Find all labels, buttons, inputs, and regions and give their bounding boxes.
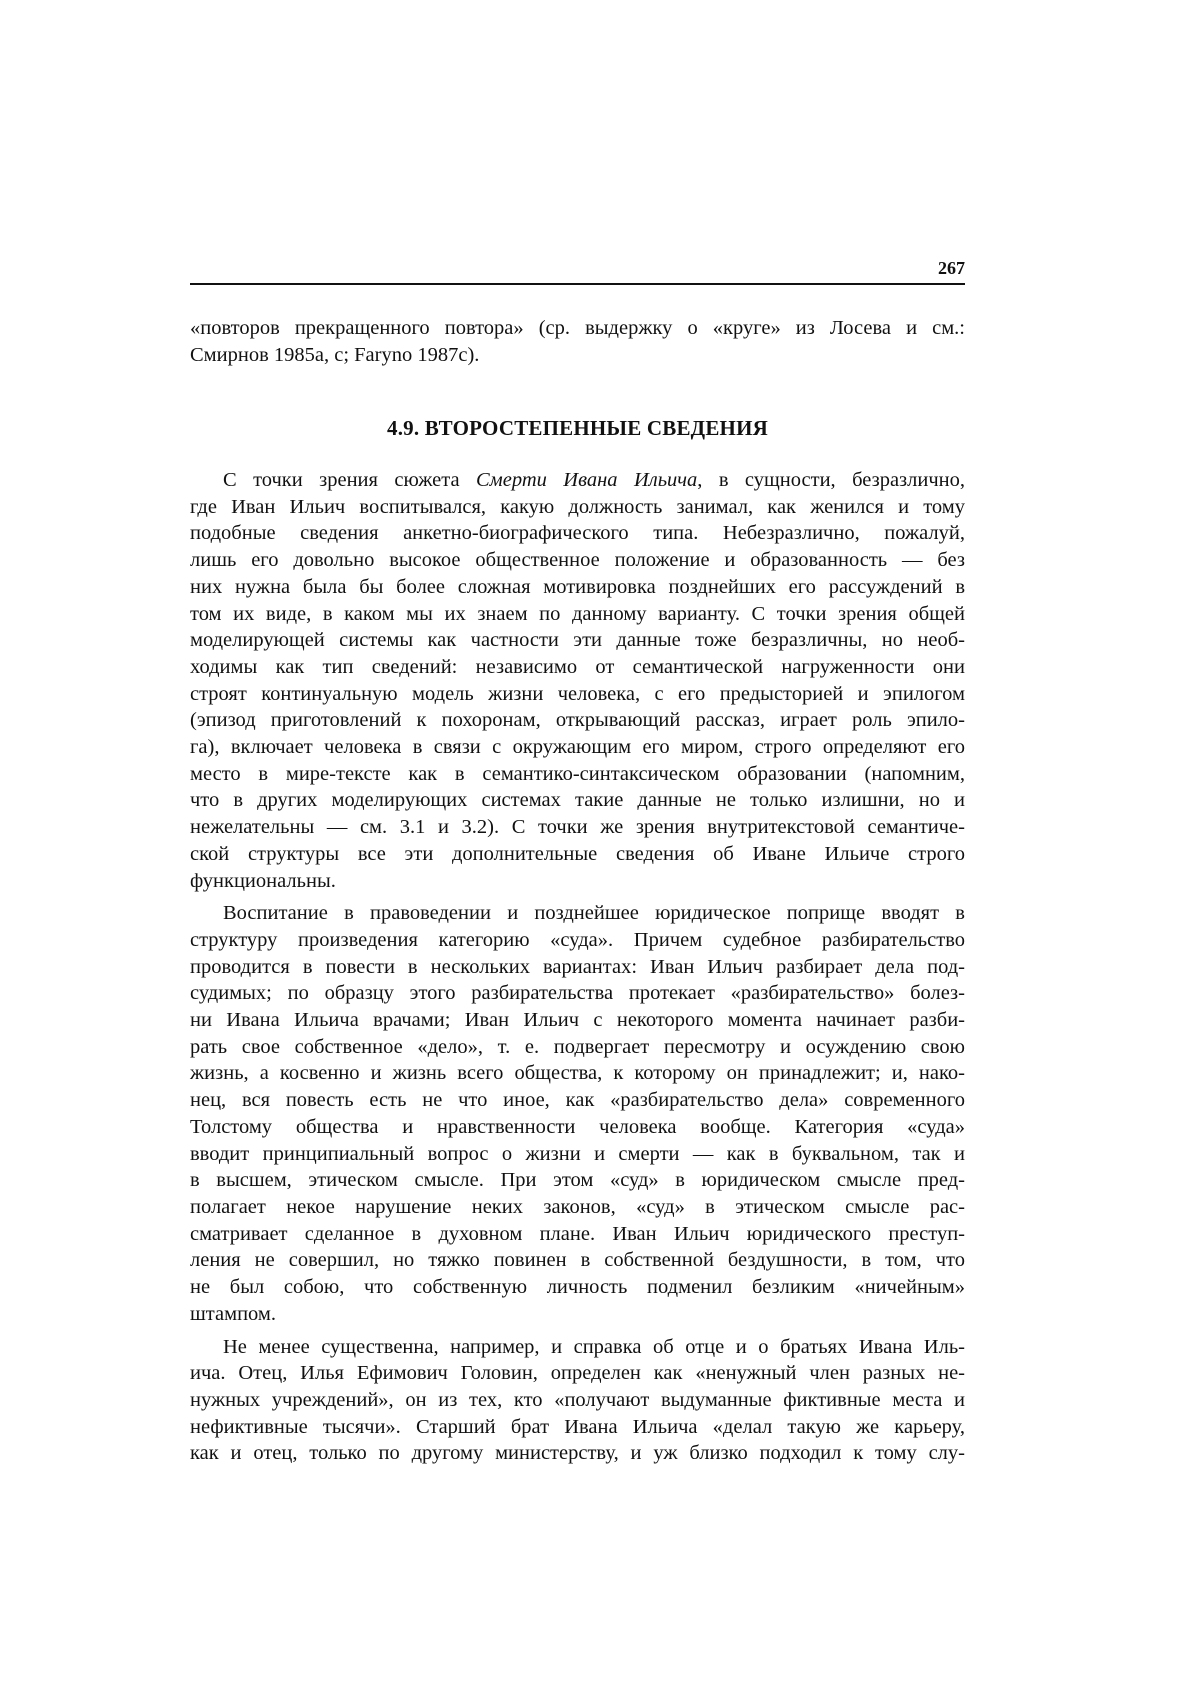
text-line: рать свое собственное «дело», т. е. подвергает пересмотру и осуждению свою <box>190 1035 965 1058</box>
text-line: ления не совершил, но тяжко повинен в собственной бездушности, в том, что <box>190 1249 965 1272</box>
paragraph-2 <box>190 900 965 1327</box>
text-line: сматривает сделанное в духовном плане. Иван Ильич юридического преступ- <box>190 1222 965 1245</box>
text-line: ходимы как тип сведений: независимо от семантической нагруженности они <box>190 655 965 678</box>
text-line: (эпизод приготовлений к похоронам, открывающий рассказ, играет роль эпило- <box>190 709 965 732</box>
text-line: место в мире-тексте как в семантико-синтаксическом образовании (напомним, <box>190 762 965 785</box>
text-line: штампом. <box>190 1302 276 1325</box>
text-line: жизнь, а косвенно и жизнь всего общества, к которому он принадлежит; и, нако- <box>190 1062 965 1085</box>
text-line: ской структуры все эти дополнительные сведения об Иване Ильиче строго <box>190 842 965 865</box>
text-line: ни Ивана Ильича врачами; Иван Ильич с некоторого момента начинает разби- <box>190 1009 965 1032</box>
text-line: полагает некое нарушение неких законов, «суд» в этическом смысле рас- <box>190 1195 965 1218</box>
paragraph-1 <box>190 467 965 894</box>
section-body <box>190 467 965 1467</box>
text-run: С точки зрения сюжета <box>223 469 476 491</box>
text-line: проводится в повести в нескольких вариантах: Иван Ильич разбирает дела под- <box>190 955 965 978</box>
text-line: не был собою, что собственную личность подменил безликим «ничейным» <box>190 1276 965 1299</box>
text-line: что в других моделирующих системах такие данные не только излишни, но и <box>190 789 965 812</box>
work-title: Смерти Ивана Ильича <box>476 469 698 491</box>
text-line <box>190 467 965 494</box>
text-line: нец, вся повесть есть не что иное, как «разбирательство дела» современного <box>190 1089 965 1112</box>
page-number: 267 <box>938 258 965 278</box>
text-line: как и отец, только по другому министерству, и уж близко подходил к тому слу- <box>190 1442 965 1465</box>
text-line: структуру произведения категорию «суда». Причем судебное разбирательство <box>190 928 965 951</box>
lead-paragraph <box>190 315 965 368</box>
text-line: строят континуальную модель жизни человека, с его предысторией и эпилогом <box>190 682 965 705</box>
text-line: лишь его довольно высокое общественное положение и образованность — без <box>190 549 965 572</box>
text-line: «повторов прекращенного повтора» (ср. выдержку о «круге» из Лосева и см.: <box>190 317 965 339</box>
text-line: них нужна была бы более сложная мотивировка позднейших его рассуждений в <box>190 575 965 598</box>
text-line: Воспитание в правоведении и позднейшее юридическое поприще вводят в <box>223 902 965 925</box>
paragraph-3 <box>190 1334 965 1468</box>
text-line: в высшем, этическом смысле. При этом «суд» в юридическом смысле пред- <box>190 1169 965 1192</box>
section-heading: 4.9. ВТОРОСТЕПЕННЫЕ СВЕДЕНИЯ <box>387 416 768 440</box>
text-run: , в сущности, безразлично, <box>697 469 965 491</box>
text-line: нужных учреждений», он из тех, кто «получают выдуманные фиктивные места и <box>190 1388 965 1411</box>
text-line: ича. Отец, Илья Ефимович Головин, определен как «ненужный член разных не- <box>190 1362 965 1385</box>
text-line: том их виде, в каком мы их знаем по данному варианту. С точки зрения общей <box>190 602 965 625</box>
text-line: Смирнов 1985а, с; Faryno 1987с). <box>190 343 480 366</box>
text-line: нежелательны — см. 3.1 и 3.2). С точки же зрения внутритекстовой семантиче- <box>190 816 965 839</box>
text-line: вводит принципиальный вопрос о жизни и смерти — как в буквальном, так и <box>190 1142 965 1165</box>
text-line: функциональны. <box>190 869 336 892</box>
header-rule <box>190 283 965 285</box>
text-line: Не менее существенна, например, и справка об отце и о братьях Ивана Иль- <box>223 1335 965 1358</box>
text-line: судимых; по образцу этого разбирательства протекает «разбирательство» болез- <box>190 982 965 1005</box>
text-line: Толстому общества и нравственности человека вообще. Категория «суда» <box>190 1115 965 1138</box>
book-page <box>190 0 965 1683</box>
text-line: где Иван Ильич воспитывался, какую должность занимал, как женился и тому <box>190 495 965 518</box>
text-line: га), включает человека в связи с окружающим его миром, строго определяют его <box>190 736 965 759</box>
text-line: нефиктивные тысячи». Старший брат Ивана Ильича «делал такую же карьеру, <box>190 1415 965 1438</box>
text-line: моделирующей системы как частности эти данные тоже безразличны, но необ- <box>190 629 965 652</box>
text-line: подобные сведения анкетно-биографического типа. Небезразлично, пожалуй, <box>190 522 965 545</box>
